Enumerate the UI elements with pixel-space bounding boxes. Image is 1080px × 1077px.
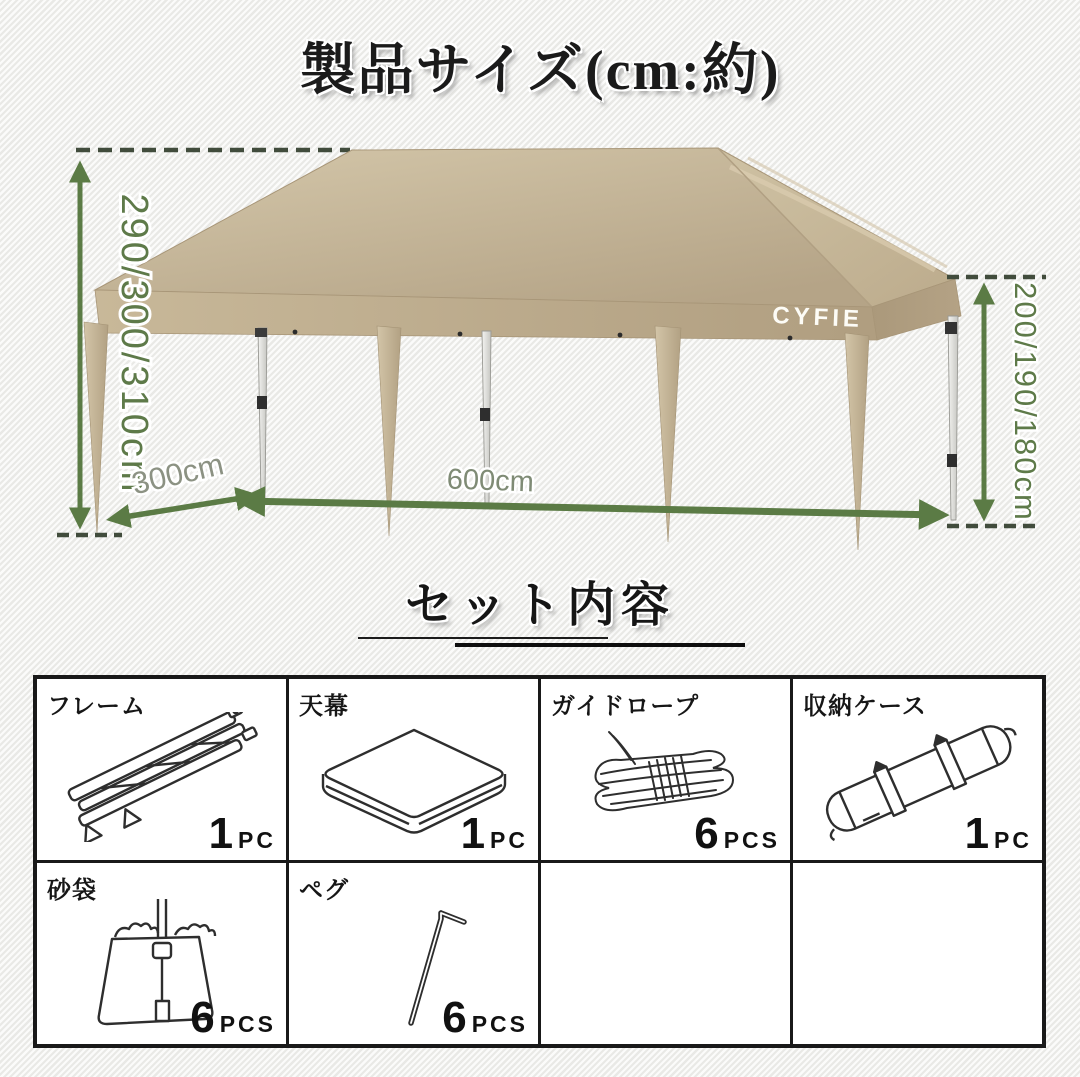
brand-logo: CYFIE (771, 302, 864, 333)
item-count (208, 809, 276, 858)
set-item-cell-sandbag (37, 863, 286, 1044)
set-contents-title: セット内容 (404, 579, 675, 632)
count-number: 1 (460, 809, 486, 858)
set-item-cell-frame (37, 679, 286, 860)
count-unit: PC (238, 827, 276, 853)
count-number: 6 (442, 993, 467, 1042)
item-count (442, 993, 528, 1042)
item-label: 収納ケース (803, 693, 927, 720)
set-item-cell-canopy (289, 679, 538, 860)
item-label: ガイドロープ (551, 693, 700, 720)
count-unit: PC (994, 827, 1032, 853)
set-item-cell-storage-case (793, 679, 1042, 860)
count-number: 6 (694, 809, 719, 858)
right-height-label: 200/190/180cm (1008, 282, 1043, 522)
item-label: ペグ (299, 877, 349, 904)
front-width-label: 600cm (446, 463, 535, 499)
title-underline-thick (455, 643, 745, 647)
item-count (460, 809, 528, 858)
count-unit: PCS (723, 827, 780, 853)
set-item-cell-guide-rope (541, 679, 790, 860)
right-height-dimension (947, 277, 1046, 526)
item-label: 砂袋 (47, 877, 97, 904)
set-item-cell-peg (289, 863, 538, 1044)
item-label: 天幕 (299, 693, 349, 720)
empty-cell (793, 863, 1042, 1044)
side-depth-label: 300cm (128, 446, 227, 502)
tent-size-diagram (0, 112, 1080, 572)
count-unit: PC (490, 827, 528, 853)
item-count (964, 809, 1032, 858)
count-unit: PCS (471, 1011, 528, 1037)
count-number: 1 (964, 809, 990, 858)
item-label: フレーム (47, 693, 147, 720)
item-count (694, 809, 780, 858)
item-count (190, 993, 276, 1042)
count-unit: PCS (219, 1011, 276, 1037)
canopy-roof (95, 148, 955, 307)
page-title: 製品サイズ(cm:約) (299, 40, 781, 102)
title-underline-thin (358, 637, 608, 639)
left-height-label: 290/300/310cm (113, 193, 155, 495)
empty-cell (541, 863, 790, 1044)
front-width-dimension (242, 463, 942, 515)
count-number: 1 (208, 809, 234, 858)
count-number: 6 (190, 993, 215, 1042)
set-contents-table (33, 675, 1046, 1048)
